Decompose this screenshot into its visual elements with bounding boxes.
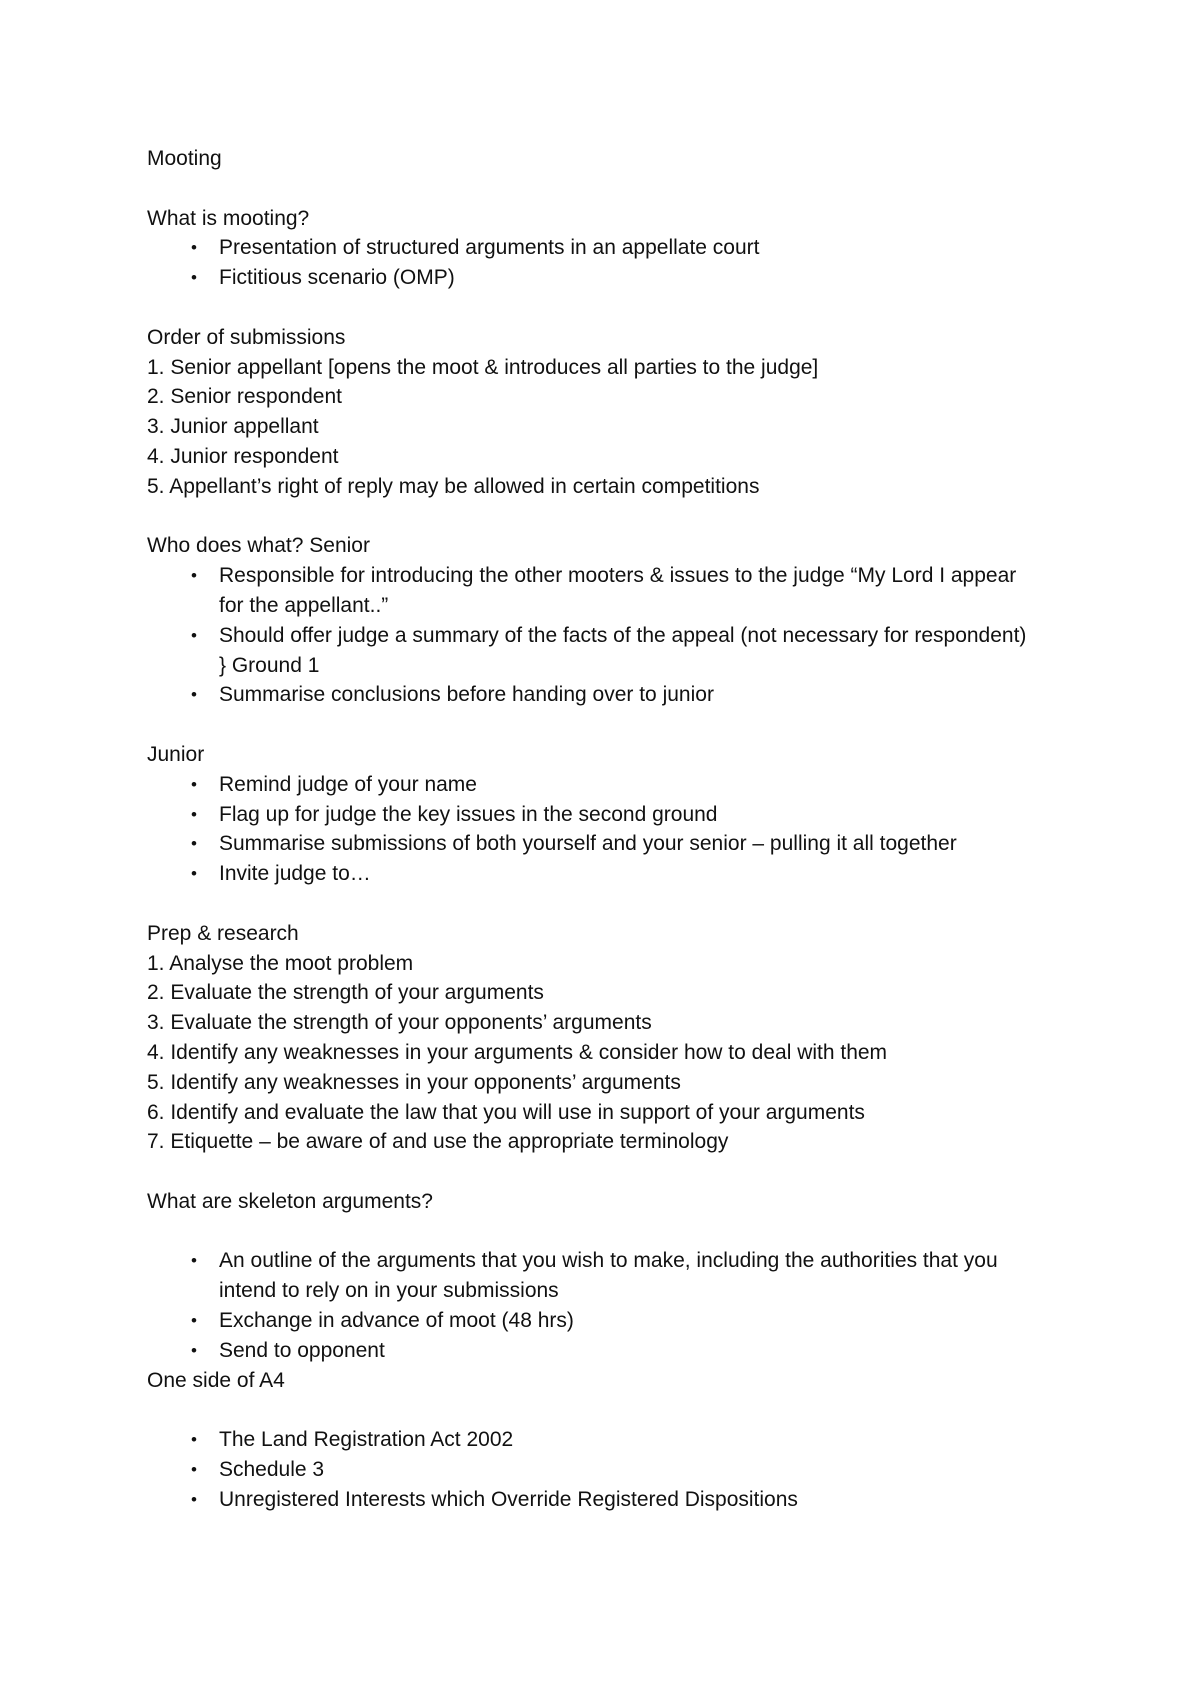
bullet-icon: • (191, 1489, 197, 1509)
senior-list (147, 561, 1047, 710)
heading-junior: Junior (147, 742, 205, 766)
list-item: • Presentation of structured arguments in an appellate court (147, 233, 1039, 263)
bullet-icon: • (191, 1311, 197, 1331)
list-item: • The Land Registration Act 2002 (147, 1425, 1039, 1455)
numbered-item: 5. Identify any weaknesses in your opponents’ arguments (147, 1070, 681, 1094)
list-item: • Send to opponent (147, 1336, 1039, 1366)
list-item: • Summarise submissions of both yourself and your senior – pulling it all together (147, 829, 1039, 859)
numbered-item: 3. Junior appellant (147, 415, 319, 439)
bullet-icon: • (191, 238, 197, 258)
list-item: • Summarise conclusions before handing over to junior (147, 680, 1039, 710)
list-item: • Remind judge of your name (147, 770, 1039, 800)
heading-senior: Who does what? Senior (147, 534, 370, 558)
bullet-icon: • (191, 625, 197, 645)
numbered-item: 2. Senior respondent (147, 385, 342, 409)
list-item: • Schedule 3 (147, 1455, 1039, 1485)
list-item: • Exchange in advance of moot (48 hrs) (147, 1306, 1039, 1336)
bullet-icon: • (191, 268, 197, 288)
numbered-item: 2. Evaluate the strength of your arguments (147, 981, 544, 1005)
bullet-icon: • (191, 1340, 197, 1360)
document-title: Mooting (147, 147, 222, 170)
heading-prep-research: Prep & research (147, 921, 299, 945)
list-item: • Unregistered Interests which Override Registered Dispositions (147, 1485, 1039, 1515)
spacer (147, 1157, 1047, 1187)
junior-list (147, 770, 1047, 889)
numbered-item: 5. Appellant’s right of reply may be allowed in certain competitions (147, 474, 760, 498)
spacer (147, 889, 1047, 919)
numbered-item: 3. Evaluate the strength of your opponents’ arguments (147, 1011, 652, 1035)
bullet-icon: • (191, 1460, 197, 1480)
heading-skeleton-arguments: What are skeleton arguments? (147, 1189, 433, 1213)
numbered-item: 7. Etiquette – be aware of and use the appropriate terminology (147, 1130, 729, 1154)
bullet-icon: • (191, 774, 197, 794)
land-registration-list (147, 1425, 1047, 1514)
bullet-icon: • (191, 864, 197, 884)
numbered-item: 4. Identify any weaknesses in your arguments & consider how to deal with them (147, 1040, 888, 1064)
skeleton-list (147, 1246, 1047, 1365)
skeleton-note: One side of A4 (147, 1368, 285, 1392)
bullet-icon: • (191, 685, 197, 705)
spacer (147, 1217, 1047, 1247)
spacer (147, 1395, 1047, 1425)
spacer (147, 710, 1047, 740)
bullet-icon: • (191, 566, 197, 586)
numbered-item: 1. Senior appellant [opens the moot & introduces all parties to the judge] (147, 355, 819, 379)
what-is-mooting-list (147, 233, 1047, 293)
numbered-item: 4. Junior respondent (147, 444, 339, 468)
bullet-icon: • (191, 804, 197, 824)
spacer (147, 502, 1047, 532)
list-item: • Should offer judge a summary of the facts of the appeal (not necessary for respondent) } Ground 1 (147, 621, 1039, 681)
spacer (147, 174, 1047, 204)
bullet-icon: • (191, 1430, 197, 1450)
numbered-item: 6. Identify and evaluate the law that you will use in support of your arguments (147, 1100, 865, 1124)
list-item: • Flag up for judge the key issues in the second ground (147, 800, 1039, 830)
list-item: • Fictitious scenario (OMP) (147, 263, 1039, 293)
bullet-icon: • (191, 834, 197, 854)
list-item: • Responsible for introducing the other mooters & issues to the judge “My Lord I appear for the appellant..” (147, 561, 1039, 621)
heading-what-is-mooting: What is mooting? (147, 206, 310, 230)
list-item: • An outline of the arguments that you wish to make, including the authorities that you intend to rely on in your submissions (147, 1246, 1039, 1306)
bullet-icon: • (191, 1251, 197, 1271)
document-page (147, 144, 1047, 1515)
spacer (147, 293, 1047, 323)
list-item: • Invite judge to… (147, 859, 1039, 889)
numbered-item: 1. Analyse the moot problem (147, 951, 414, 975)
heading-order-of-submissions: Order of submissions (147, 325, 346, 349)
